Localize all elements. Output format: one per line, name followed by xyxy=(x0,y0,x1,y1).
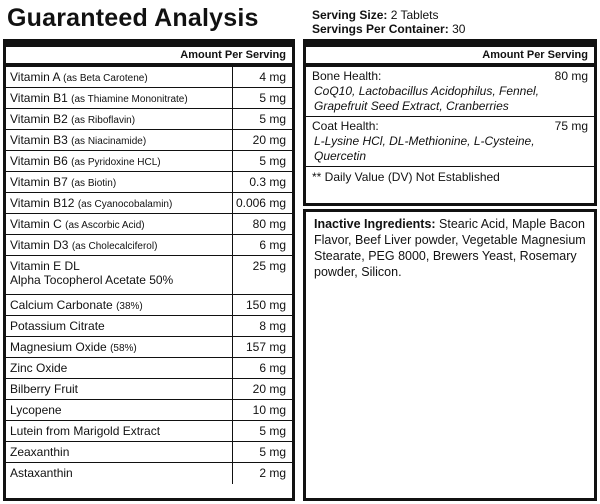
nutrient-label: Potassium Citrate xyxy=(10,319,105,333)
nutrient-label: Zeaxanthin xyxy=(10,445,70,459)
nutrient-label: Bilberry Fruit xyxy=(10,382,79,396)
servings-per-container-label: Servings Per Container: xyxy=(312,22,449,36)
table-row xyxy=(6,442,292,463)
table-row xyxy=(6,67,292,88)
table-row xyxy=(6,421,292,442)
table-row xyxy=(6,316,292,337)
nutrient-amount: 8 mg xyxy=(232,316,292,336)
nutrient-label: Magnesium Oxide xyxy=(10,340,107,354)
inactive-text: Stearic Acid, Maple Bacon Flavor, Beef Liver powder, Vegetable Magnesium Stearate, PEG 8000, Brewers Yeast, Rosemary powder, Silicon. xyxy=(314,217,586,279)
nutrient-name xyxy=(6,421,232,441)
nutrient-label: Vitamin B1 xyxy=(10,91,68,105)
blend-table-header: Amount Per Serving xyxy=(306,47,594,67)
nutrient-source: (38%) xyxy=(116,301,143,312)
table-row xyxy=(6,172,292,193)
table-row xyxy=(6,235,292,256)
table-row xyxy=(6,151,292,172)
nutrient-amount: 150 mg xyxy=(232,295,292,315)
nutrient-label: Vitamin B7 xyxy=(10,175,68,189)
nutrient-amount: 10 mg xyxy=(232,400,292,420)
nutrient-name xyxy=(6,379,232,399)
table-row xyxy=(6,130,292,151)
nutrient-table-header: Amount Per Serving xyxy=(6,47,292,67)
nutrient-label: Vitamin B12 xyxy=(10,196,75,210)
blend-coat-health xyxy=(306,117,594,167)
table-row xyxy=(6,358,292,379)
nutrient-name xyxy=(6,400,232,420)
serving-size xyxy=(312,8,465,22)
nutrient-amount: 6 mg xyxy=(232,235,292,255)
nutrient-label: Astaxanthin xyxy=(10,466,73,480)
nutrient-name xyxy=(6,295,232,315)
nutrient-name xyxy=(6,337,232,357)
table-row xyxy=(6,109,292,130)
nutrient-amount: 5 mg xyxy=(232,151,292,171)
blend-bone-health xyxy=(306,67,594,117)
nutrient-name xyxy=(6,256,232,294)
nutrient-amount: 2 mg xyxy=(232,463,292,484)
table-row xyxy=(6,400,292,421)
nutrient-amount: 6 mg xyxy=(232,358,292,378)
nutrient-name xyxy=(6,130,232,150)
nutrient-label: Vitamin C xyxy=(10,217,62,231)
nutrient-name xyxy=(6,109,232,129)
blend-amount: 75 mg xyxy=(554,119,588,133)
nutrient-label: Vitamin B3 xyxy=(10,133,68,147)
nutrient-name xyxy=(6,214,232,234)
table-row xyxy=(6,463,292,484)
blend-table xyxy=(303,39,597,206)
nutrient-name xyxy=(6,442,232,462)
serving-info xyxy=(312,8,465,36)
nutrient-amount: 5 mg xyxy=(232,442,292,462)
nutrient-source: (as Niacinamide) xyxy=(71,136,147,147)
table-row xyxy=(6,337,292,358)
nutrient-source: (as Pyridoxine HCL) xyxy=(71,157,161,168)
nutrient-label: Vitamin B2 xyxy=(10,112,68,126)
nutrient-amount: 0.3 mg xyxy=(232,172,292,192)
page-title: Guaranteed Analysis xyxy=(7,4,259,32)
nutrient-source: (as Thiamine Mononitrate) xyxy=(71,94,188,105)
nutrient-name xyxy=(6,358,232,378)
nutrient-label: Calcium Carbonate xyxy=(10,298,113,312)
nutrient-label: Vitamin A xyxy=(10,70,60,84)
nutrient-name xyxy=(6,151,232,171)
table-row xyxy=(6,256,292,295)
nutrient-amount: 157 mg xyxy=(232,337,292,357)
nutrient-rows xyxy=(6,67,292,484)
blend-name: Bone Health: xyxy=(312,69,382,83)
nutrient-name xyxy=(6,235,232,255)
nutrient-name xyxy=(6,67,232,87)
serving-size-value: 2 Tablets xyxy=(390,8,439,22)
nutrient-name xyxy=(6,316,232,336)
nutrient-source: (as Biotin) xyxy=(71,178,117,189)
nutrient-name xyxy=(6,88,232,108)
nutrient-source: (as Cyanocobalamin) xyxy=(77,199,173,210)
nutrient-label: Zinc Oxide xyxy=(10,361,68,375)
nutrient-label: Lycopene xyxy=(10,403,62,417)
nutrient-name xyxy=(6,463,232,484)
servings-per-container-value: 30 xyxy=(452,22,466,36)
servings-per-container xyxy=(312,22,465,36)
daily-value-note: ** Daily Value (DV) Not Established xyxy=(312,170,500,184)
nutrient-source: (as Beta Carotene) xyxy=(63,73,148,84)
blend-amount: 80 mg xyxy=(554,69,588,83)
nutrient-amount: 5 mg xyxy=(232,109,292,129)
nutrient-amount: 4 mg xyxy=(232,67,292,87)
inactive-ingredients xyxy=(303,209,597,501)
table-row xyxy=(6,379,292,400)
inactive-label: Inactive Ingredients: xyxy=(314,217,436,231)
nutrient-source: (as Riboflavin) xyxy=(71,115,136,126)
nutrient-amount: 20 mg xyxy=(232,130,292,150)
nutrient-amount: 25 mg xyxy=(232,256,292,294)
nutrient-label-line2: Alpha Tocopherol Acetate 50% xyxy=(10,273,174,287)
nutrient-amount: 5 mg xyxy=(232,88,292,108)
table-row xyxy=(6,88,292,109)
table-row xyxy=(6,214,292,235)
table-row xyxy=(6,193,292,214)
nutrient-table xyxy=(3,39,295,501)
blend-ingredients: L-Lysine HCl, DL-Methionine, L-Cysteine, Quercetin xyxy=(314,134,535,163)
nutrient-label: Vitamin B6 xyxy=(10,154,68,168)
blend-ingredients: CoQ10, Lactobacillus Acidophilus, Fennel, Grapefruit Seed Extract, Cranberries xyxy=(314,84,540,113)
nutrient-name xyxy=(6,172,232,192)
table-row xyxy=(6,295,292,316)
nutrient-label: Lutein from Marigold Extract xyxy=(10,424,161,438)
nutrient-name xyxy=(6,193,232,213)
serving-size-label: Serving Size: xyxy=(312,8,388,22)
blend-name: Coat Health: xyxy=(312,119,379,133)
nutrient-amount: 20 mg xyxy=(232,379,292,399)
nutrient-source: (as Ascorbic Acid) xyxy=(65,220,145,231)
nutrient-label: Vitamin D3 xyxy=(10,238,69,252)
nutrient-source: (as Cholecalciferol) xyxy=(71,241,158,252)
nutrient-amount: 5 mg xyxy=(232,421,292,441)
nutrient-source: (58%) xyxy=(110,343,137,354)
nutrient-label: Vitamin E DL xyxy=(10,259,80,273)
nutrient-amount: 0.006 mg xyxy=(232,193,292,213)
nutrient-amount: 80 mg xyxy=(232,214,292,234)
